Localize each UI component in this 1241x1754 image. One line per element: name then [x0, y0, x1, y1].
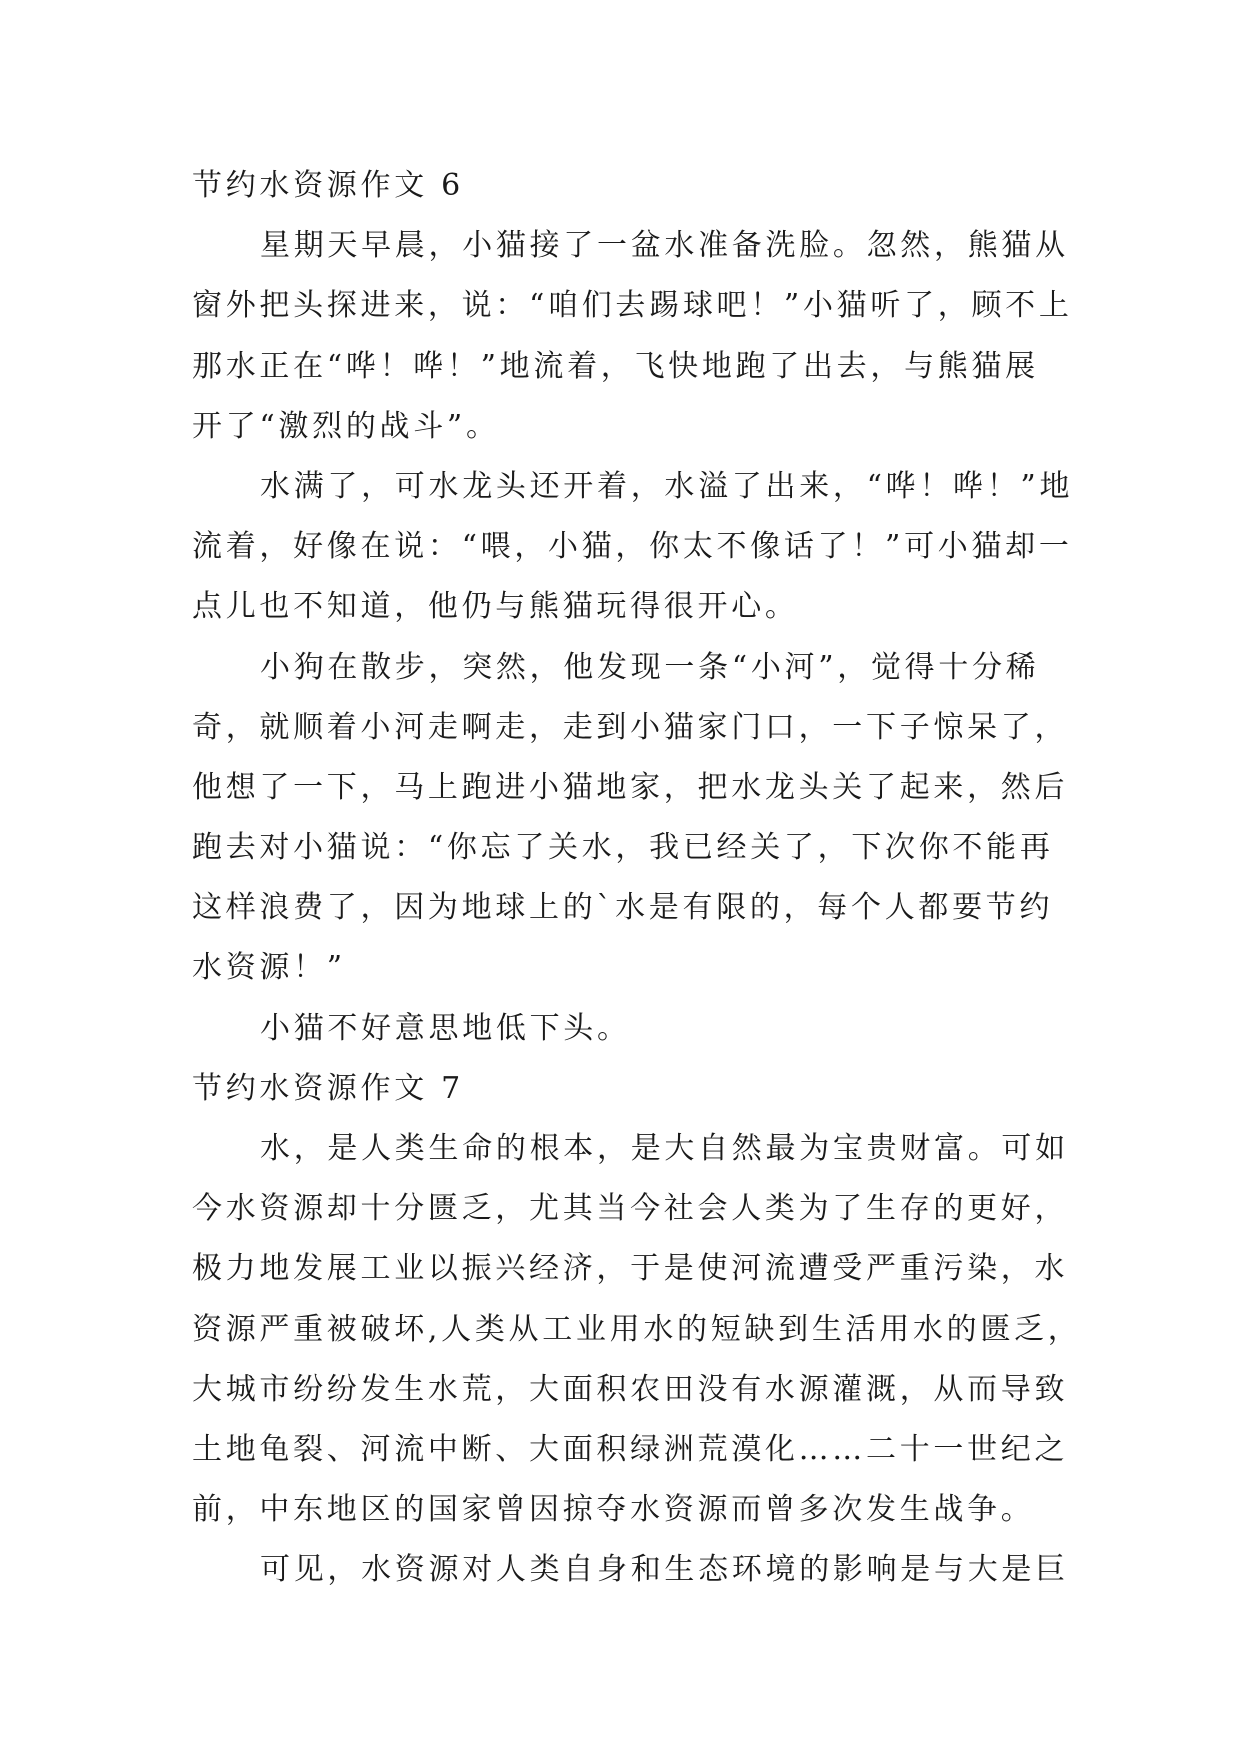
text-line: 那水正在“哗！哗！”地流着，飞快地跑了出去，与熊猫展: [192, 348, 1039, 384]
text-line: 奇，就顺着小河走啊走，走到小猫家门口，一下子惊呆了，: [192, 709, 1069, 745]
paragraph: [192, 457, 1074, 638]
text-line: 水满了，可水龙头还开着，水溢了出来，“哗！哗！”地: [260, 468, 1074, 504]
text-line: 水，是人类生命的根本，是大自然最为宝贵财富。可如: [260, 1131, 1069, 1166]
text-line: 开了“激烈的战斗”。: [192, 408, 500, 444]
text-line: 资源严重被破坏,人类从工业用水的短缺到生活用水的匮乏，: [192, 1311, 1082, 1347]
text-line: 小狗在散步，突然，他发现一条“小河”，觉得十分稀: [260, 649, 1040, 685]
paragraph: [192, 999, 1052, 1059]
text-line: 流着，好像在说：“喂，小猫，你太不像话了！”可小猫却一: [192, 529, 1073, 565]
text-line: 土地龟裂、河流中断、大面积绿洲荒漠化……二十一世纪之: [192, 1431, 1069, 1467]
text-line: 点儿也不知道，他仍与熊猫玩得很开心。: [192, 589, 799, 625]
document-body: [192, 156, 1082, 1601]
section-title: 节约水资源作文 6: [192, 168, 464, 203]
text-line: 水资源！”: [192, 950, 346, 986]
text-line: 前，中东地区的国家曾因掠夺水资源而曾多次发生战争。: [192, 1492, 1035, 1528]
text-line: 他想了一下，马上跑进小猫地家，把水龙头关了起来，然后: [192, 769, 1069, 805]
text-line: 可见，水资源对人类自身和生态环境的影响是与大是巨: [260, 1552, 1069, 1588]
text-line: 今水资源却十分匮乏，尤其当今社会人类为了生存的更好，: [192, 1191, 1069, 1227]
paragraph: [192, 1119, 1082, 1540]
paragraph: [192, 216, 1073, 457]
paragraph: [192, 638, 1069, 999]
text-line: 极力地发展工业以振兴经济，于是使河流遭受严重污染，水: [192, 1251, 1069, 1287]
text-line: 这样浪费了，因为地球上的`水是有限的，每个人都要节约: [192, 890, 1054, 926]
text-line: 大城市纷纷发生水荒，大面积农田没有水源灌溉，从而导致: [192, 1371, 1069, 1407]
text-line: 星期天早晨，小猫接了一盆水准备洗脸。忽然，熊猫从: [260, 228, 1069, 264]
text-line: 跑去对小猫说：“你忘了关水，我已经关了，下次你不能再: [192, 830, 1054, 866]
text-line: 窗外把头探进来，说：“咱们去踢球吧！”小猫听了，顾不上: [192, 288, 1073, 324]
paragraph: [192, 1540, 1069, 1600]
section-title: 节约水资源作文 7: [192, 1070, 464, 1106]
text-line: 小猫不好意思地低下头。: [260, 1010, 631, 1046]
